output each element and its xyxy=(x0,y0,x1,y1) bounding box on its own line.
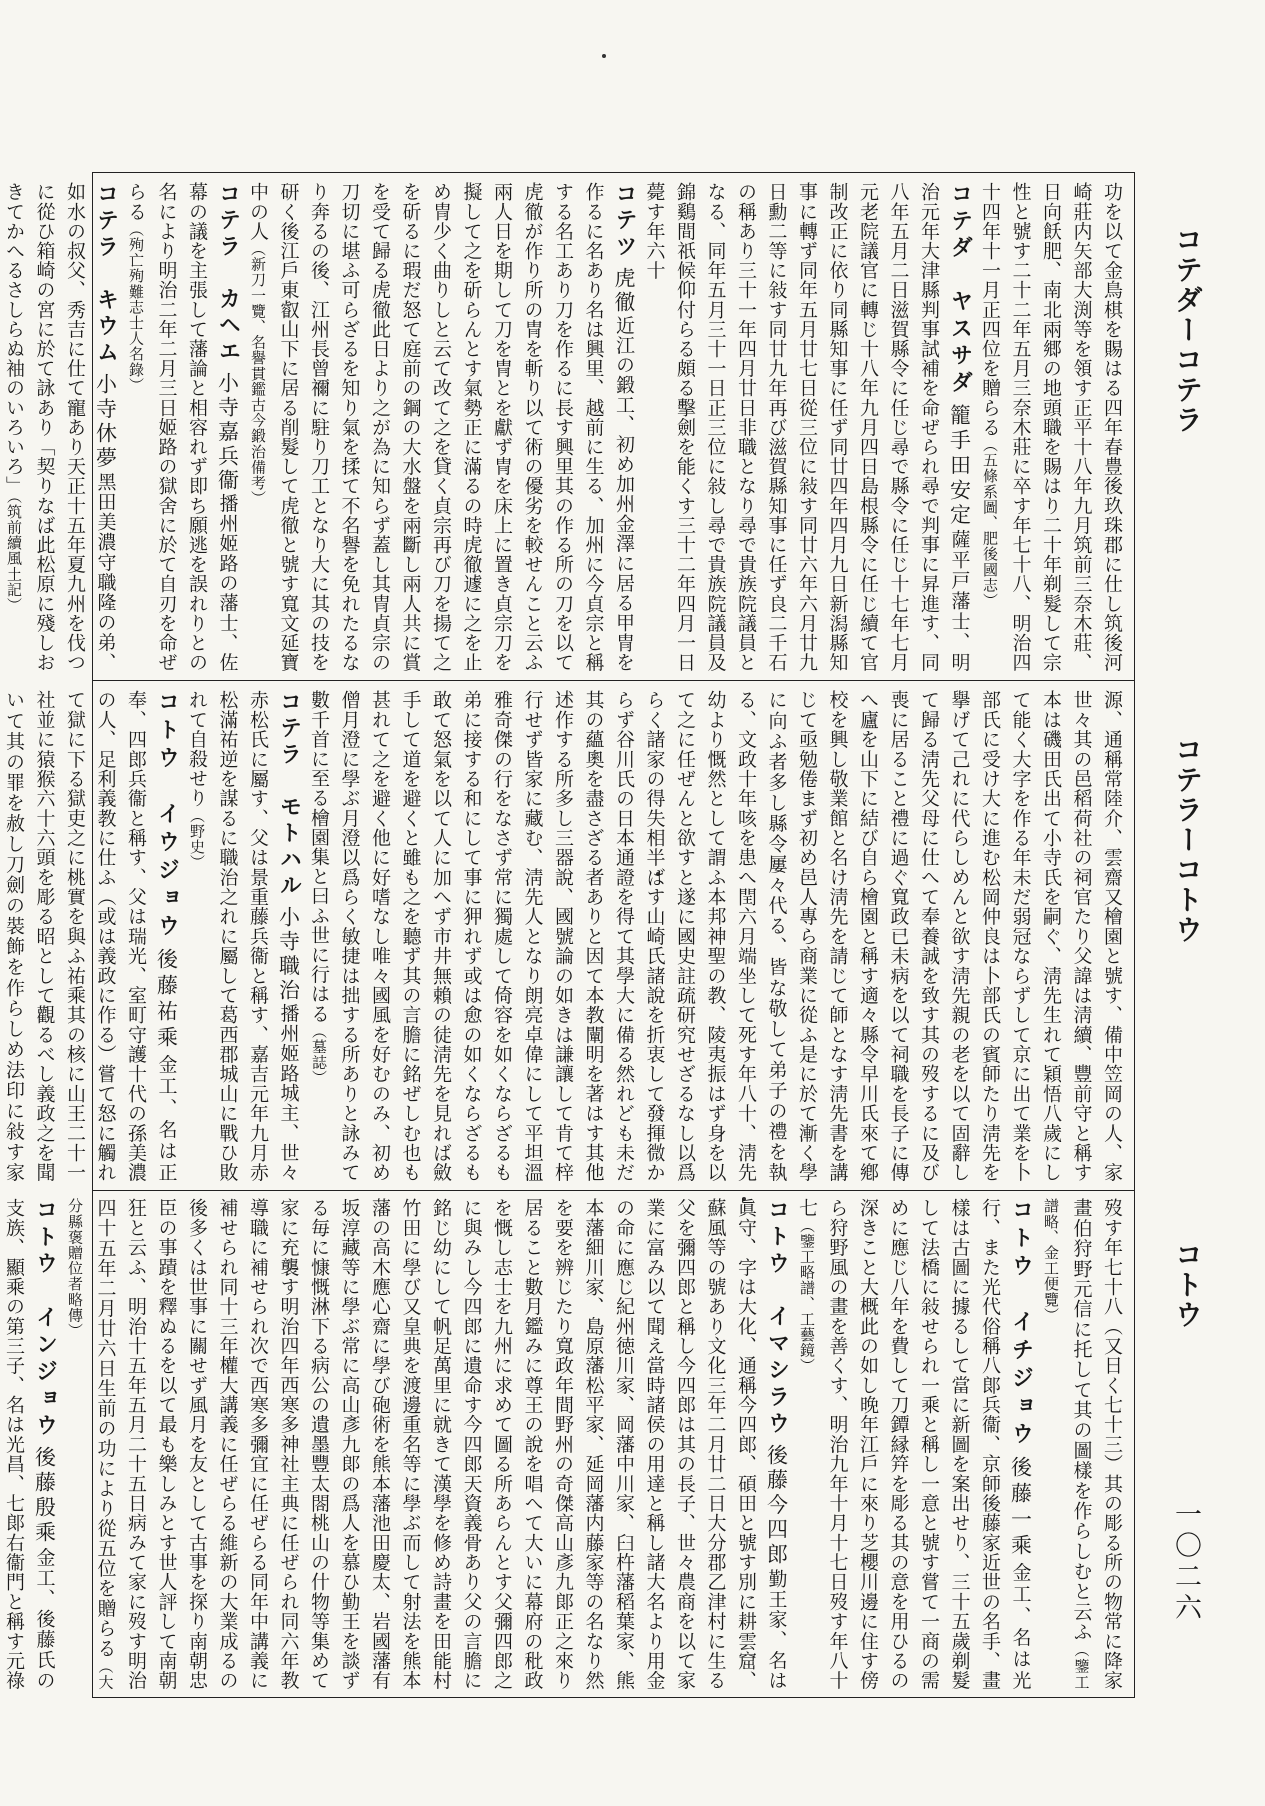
section-divider xyxy=(92,1190,1135,1191)
entry-name: 小寺休夢 xyxy=(93,373,118,472)
scan-speck xyxy=(602,54,606,58)
section-middle xyxy=(3,690,1127,1183)
entry-headword: コテダ ヤスサダ xyxy=(947,182,973,398)
entry-headword: コテラ キウム xyxy=(93,182,119,368)
entry-headword: コテラ モトハル xyxy=(276,690,302,901)
dictionary-entry: コトウ インジョウ後藤殷乘金工、後藤氏の支族、顯乘の第三子、名は光昌、七郞右衞門と稱す元祿 xyxy=(3,1198,58,1691)
dictionary-entry: コテラ キウム小寺休夢黑田美濃守職隆の弟、如水の叔父、秀吉に仕て寵あり天正十五年夏九州を伐つに從ひ箱崎の宮に於て詠あり「契りなば此松原に殘しおきてかへるさしらぬ袖のいろいろ」（筑前續風土記） xyxy=(3,182,119,673)
running-head: コテダーコテラ xyxy=(1171,225,1204,435)
running-head: コテラーコトウ xyxy=(1171,735,1204,945)
entry-continuation: 歿す年七十八（又日く七十三）其の彫る所の物常に降家畫伯狩野元信に托して其の圖樣を作らしむと云ふ（鑒工譜略、金工便覽） xyxy=(1042,1198,1123,1690)
entry-name: 後藤祐乘 xyxy=(154,948,179,1053)
entry-name: 虎徹 xyxy=(612,266,636,316)
entry-headword: コテラ カヘエ xyxy=(215,182,241,366)
running-head: コトウ xyxy=(1171,1240,1204,1330)
entry-name: 籠手田安定 xyxy=(947,403,972,529)
entry-continuation: 源、通稱常陸介、雲齋又檜園と號す、備中笠岡の人、家世々其の邑稻荷社の祠官たり父諱は淸續、豐前守と稱す本は磯田氏出て小寺氏を嗣ぐ、淸先生れて穎悟八歲にして能く大字を作る年未だ弱冠ならずして京に出て業を卜部氏に受け大に進む松岡仲良は卜部氏の賓師たり淸先を擧げて己れに代らしめんと欲す淸先親の老を以て固辭して歸る淸先父母に仕へて奉養誠を致す其の歿するに及び喪に居ること禮に過ぐ寬政已未病を以て祠職を長子に傳へ廬を山下に結び自ら檜園と稱す適々縣令早川氏來て鄕校を興し敬業館と名け淸先を請じて師となす淸先書を講じて亟勉倦まず初め邑人專ら商業に從ふ是に於て漸く學に向ふ者多し縣令屢々代る、皆な敬して弟子の禮を執る、文政十年咳を患へ閏六月端坐して死す年八十、淸先幼より慨然として謂ふ本邦神聖の教、陵夷振はず身を以て之に任ぜんと欲すと遂に國史註疏研究せざるなし以爲らく諸家の得失相半ばす山崎氏諸說を折衷して發揮微からず谷川氏の日本通證を得て其學大に備る然れども未だ其の蘊奧を盡さざる者ありと因て本教闡明を著はす其他述作する所多し三器說、國號論の如きは謙讓して肯て梓行せず皆家に藏む、淸先人となり朗亮卓偉にして平坦溫雅奇傑の行をなさず常に獨處して倚容を如くならざるも弟に接する和にして事に狎れず或は愈の如くならざるも敢て怒氣を以て人に加へず市井無賴の徒淸先を見れば斂手して道を避くと雖も之を聽ず其の言膽に銘ぜしむ也も甚れて之を避く他に好嗜なし唯々國風を好むのみ、初め僧月澄に學ぶ月澄以爲らく敏捷は拙する所ありと詠みて數千首に至る檜園集と曰ふ世に行はる（墓誌） xyxy=(308,690,1123,1182)
entry-name: 後藤殷乘 xyxy=(32,1446,57,1547)
entry-continuation: 功を以て金鳥棋を賜はる四年春豊後玖珠郡に仕し筑後河崎莊内矢部大渕等を領す正平十八年九月筑前三奈木莊、日向飫肥、南北兩郷の地頭職を賜はり二十年剃髮して宗性と號す二十二年五月三奈木莊に卒す年七十八、明治四十四年十一月正四位を贈らる（五條系圖、肥後國志） xyxy=(979,182,1123,672)
dictionary-entry: コテラ モトハル小寺職治播州姬路城主、世々赤松氏に屬す、父は景重藤兵衞と稱す、嘉吉元年九月赤松滿祐逆を謀るに職治之れに屬して葛西郡城山に戰ひ敗れて自殺せり（野史） xyxy=(186,690,302,1183)
entry-headword: コテツ xyxy=(612,182,637,261)
dictionary-entry: コテダ ヤスサダ籠手田安定薩平戸藩士、明治元年大津縣判事試補を命ぜられ尋で判事に昇進す、同八年五月二日滋賀縣令に任じ尋で縣令に任じ十七年七月元老院議官に轉じ十八年九月四日島根縣令に任じ續て官制改正に依り同縣知事に任ず同廿四年四月九日新潟縣知事に轉ず同年五月廿七日從三位に敍す同廿六年六月廿九日勳二等に敍す同廿九年再び滋賀縣知事に任ず良二千石の稱あり三十一年四月廿日非職となり尋で貴族院議員となる、同年五月三十一日正三位に敍し尋で貴族院議員及錦鷄間祇候仰付らる頗る擊劍を能くす三十二年四月一日薨す年六十 xyxy=(643,182,973,673)
entry-headword: コトウ インジョウ xyxy=(32,1198,58,1441)
dictionary-entry: コトウ イマシラウ後藤今四郎勤王家、名は眞守、字は大化、通稱今四郎、碩田と號す別に耕雲窟、蘇風等の號あり文化三年二月廿二日大分郡乙津村に生る父を彌四郎と稱し今四郎は其の長子、世々農商を以て家業に富み以て聞え當時諸侯の用達と稱し諸大名より用金の命に應じ紀州徳川家、岡藩中川家、臼杵藩稻葉家、熊本藩細川家、島原藩松平家、延岡藩内藤家等の名なり然を要を辨じたり寬政年間野州の奇傑高山彥九郞正之來り居ること數月鑑みに尊王の說を唱へて大いに幕府の秕政を慨し志士を九州に求めて圖る所あらんとす父彌四郎之に與みし今四郎に遺命す今四郎天資義骨あり父の言膽に銘じ幼にして帆足萬里に就きて漢學を修め詩畫を田能村竹田に學び又皇典を渡邊重名等に學ぶ而して射法を熊本藩の高木應心齋に學び砲術を熊本藩池田慶太、岩國藩有坂淳藏等に學ぶ常に高山彥九郞の爲人を慕ひ勤王を談ずる毎に慷慨淋下る病公の遺墨豐太閤桃山の什物等集めて家に充襲す明治四年西寒多神社主典に任ぜられ同六年教導職に補せられ次で西寒多彌宜に任ぜらる同年中講義に補せられ同十三年權大講義に任ぜらる維新の大業成るの後多くは世事に關せず風月を友として古事を探り南朝忠臣の事蹟を釋ぬるを以て最も樂しみとす世人評して南朝狂と云ふ、明治十五年五月二十五日病みて家に歿す明治四十五年二月廿六日生前の功により從五位を贈らる（大分縣褒贈位者略傳） xyxy=(66,1198,790,1691)
dictionary-entry: コトウ イウジョウ後藤祐乘金工、名は正奉、四郎兵衞と稱す、父は瑞光、室町守護十代の孫美濃の人、足利義教に仕ふ（或は義政に作る）嘗て怒に觸れて獄に下る獄吏之に桃實を與ふ祐乘其の核に山王二十一社並に猿猴六十六頭を彫る昭として觀るべし義政之を聞いて其の罪を赦し刀劍の裝飾を作らしめ法印に敍す家 xyxy=(3,690,180,1183)
entry-name: 小寺嘉兵衞 xyxy=(215,371,240,494)
entry-headword: コトウ イウジョウ xyxy=(154,690,180,943)
entry-headword: コトウ イマシラウ xyxy=(764,1198,790,1439)
page-number: 一〇二六 xyxy=(1170,1500,1201,1624)
entry-name: 小寺職治 xyxy=(276,906,301,1004)
section-divider xyxy=(92,680,1135,681)
section-bottom xyxy=(3,1198,1127,1691)
dictionary-entry: コトウ イチジョウ後藤一乘金工、名は光行、また光代俗稱八郞兵衞、京師後藤家近世の名手、畫樣は古圖に據るして當に新圖を案出せり、三十五歲剃髮して法橋に敍せられ一乘と稱し一意と號す嘗て一商の需めに應じ八年を費して刀鐔縁筓を彫る其の意を用ひるの深きこと大概此の如し晚年江戶に來り芝櫻川邊に住す傍ら狩野風の畫を善くす、明治九年十月十七日歿す年八十七（鑒工略譜、工藝鏡） xyxy=(796,1198,1034,1691)
entry-name: 後藤一乘 xyxy=(1008,1456,1033,1561)
entry-name: 後藤今四郎 xyxy=(764,1444,789,1569)
dictionary-entry: コテラ カヘエ小寺嘉兵衞播州姬路の藩士、佐幕の議を主張して藩論と相容れず即ち願逃を誤れりとの名により明治二年二月三日姬路の獄舍に於て自刃を命ぜらる（殉亡殉難志士人名錄） xyxy=(125,182,241,673)
entry-headword: コトウ イチジョウ xyxy=(1008,1198,1034,1451)
dictionary-entry: コテツ虎徹近江の鍛工、初め加州金澤に居る甲冑を作るに名あり名は興里、越前に生る、加州に今貞宗と稱する名工あり刀を作るに長す興里其の作る所の刀を以て虎徹が作り所の冑を斬り以て術の優劣を較せんこと云ふ兩人日を期して刀を冑とを獻ず冑を床上に置き貞宗刀を擬して之を斫らんとす氣勢正に滿るの時虎徹遽に之を止め冑少く曲りしと云て改て之を貸く貞宗再び刀を揚て之を斫るに瑕だ怒て庭前の鋼の大水盤を兩斷し兩人共に賞を受て歸る虎徹此日より之が為に知らず蓋し其冑貞宗の刀切に堪ふ可らざるを知り氣を揉て不名譽を免れたるなり奔るの後、江州長曾禰に駐り刀工となり大に其の技を研く後江戶東叡山下に居る削髮して虎徹と號す寬文延寶中の人（新刀一覽、名譽貫鑑古今鍛治備考） xyxy=(247,182,637,673)
section-top xyxy=(3,182,1127,673)
